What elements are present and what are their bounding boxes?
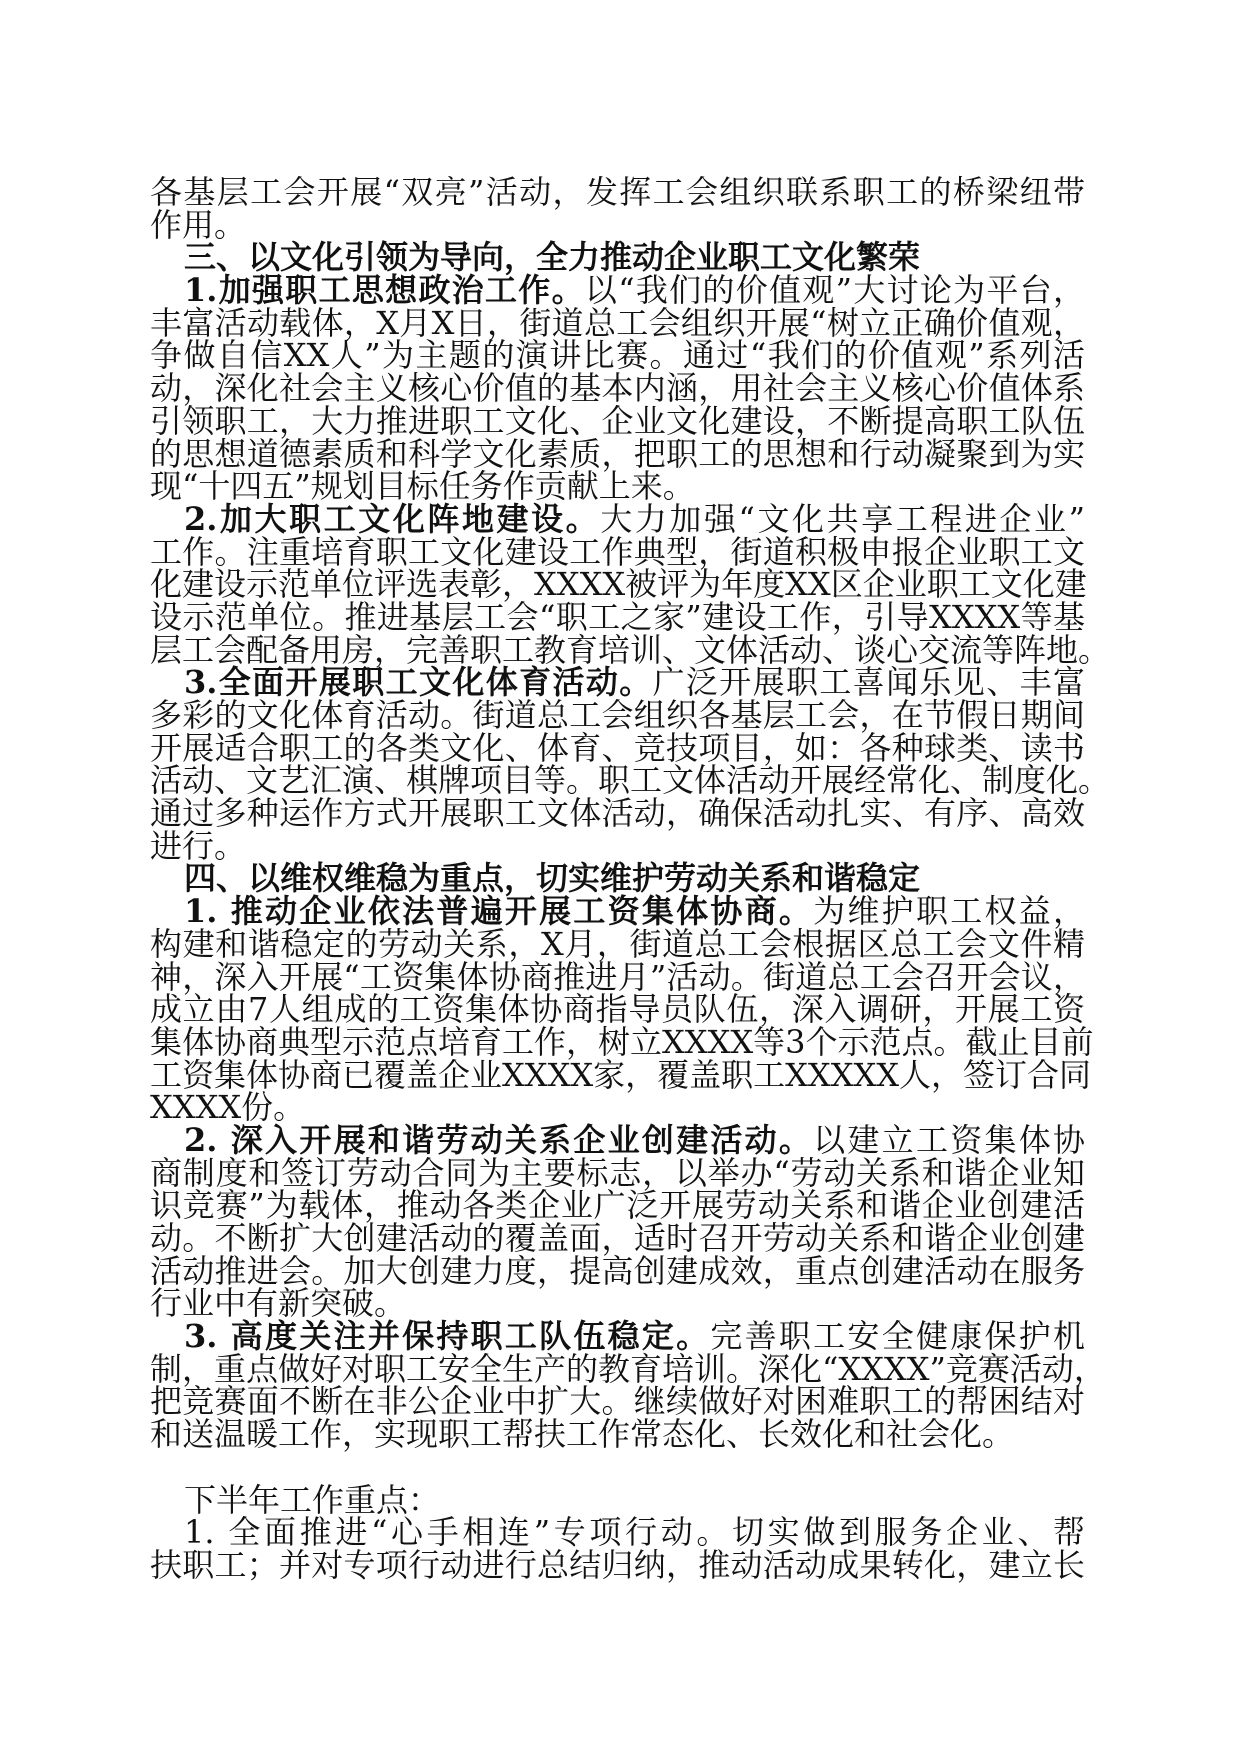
text-line [150,924,1085,963]
line-text: 行业中有新突破。 [150,1284,407,1323]
line-text: 活动推进会。加大创建力度，提高创建成效，重点创建活动在服务 [150,1251,1085,1290]
bold-lead: 3. 高度关注并保持职工队伍稳定。 [184,1317,711,1356]
line-text: 动。不断扩大创建活动的覆盖面，适时召开劳动关系和谐企业创建 [150,1219,1085,1257]
line-text: 识竞赛”为载体，推动各类企业广泛开展劳动关系和谐企业创建活 [150,1186,1085,1225]
text-line [150,990,1085,1029]
line-text: 引领职工，大力推进职工文化、企业文化建设，不断提高职工队伍 [150,401,1085,440]
document-page [150,173,1111,1584]
text-line [150,532,1085,571]
text-line [150,1120,1085,1159]
line-text: 进行。 [150,826,247,865]
paragraph [150,1480,1085,1519]
text-line [150,1088,1085,1127]
paragraph [150,1120,1085,1323]
text-line [150,336,1085,375]
line-text: 神，深入开展“工资集体协商推进月”活动。街道总工会召开会议， [150,957,1085,996]
text-line [150,1317,1085,1356]
line-text: 设示范单位。推进基层工会“职工之家”建设工作，引导XXXX等基 [150,597,1085,636]
paragraph [150,499,1111,669]
line-text: 层工会配备用房，完善职工教育培训、文体活动、谈心交流等阵地。 [150,630,1111,669]
text-line [150,1153,1085,1192]
text-line [150,467,1085,506]
line-text: 集体协商典型示范点培育工作，树立XXXX等3个示范点。截止目前 [150,1022,1094,1061]
bold-lead: 3.全面开展职工文化体育活动。 [184,663,653,702]
text-line [150,957,1085,996]
text-line [150,303,1085,342]
bold-lead: 2. 深入开展和谐劳动关系企业创建活动。 [184,1120,814,1159]
paragraph [150,271,1085,506]
line-text: 为维护职工权益， [813,892,1085,931]
line-text: 通过多种运作方式开展职工文体活动，确保活动扎实、有序、高效 [150,794,1085,833]
text-line [150,892,1085,931]
text-line [150,1022,1094,1061]
text-line [150,434,1085,473]
text-line [150,728,1085,767]
text-line [150,369,1085,408]
text-line [150,499,1085,538]
line-text: 大力加强“文化共享工程进企业” [600,499,1085,538]
bold-lead: 1. 推动企业依法普遍开展工资集体协商。 [184,892,814,931]
text-line [150,794,1085,833]
line-text: 现“十四五”规划目标任务作贡献上来。 [150,467,695,506]
line-text: 四、以维权维稳为重点，切实维护劳动关系和谐稳定 [184,859,921,898]
bold-lead: 2.加大职工文化阵地建设。 [184,499,601,538]
text-line [150,1284,1085,1323]
text-line [150,1219,1085,1257]
line-text: 动，深化社会主义核心价值的基本内涵，用社会主义核心价值体系 [150,369,1085,408]
line-text: 构建和谐稳定的劳动关系，X月，街道总工会根据区总工会文件精 [150,924,1085,963]
bold-lead: 1.加强职工思想政治工作。 [184,271,585,310]
paragraph [150,1513,1085,1584]
paragraph [150,663,1111,865]
line-text: 作用。 [150,205,247,244]
text-line [150,826,1085,865]
paragraph [150,1451,1085,1484]
text-line [150,238,1085,277]
text-line [150,1251,1085,1290]
line-text: 以“我们的价值观”大讨论为平台， [584,271,1085,310]
line-text: 以建立工资集体协 [813,1120,1085,1159]
line-text: 活动、文艺汇演、棋牌项目等。职工文体活动开展经常化、制度化。 [150,761,1111,800]
text-line [150,1055,1092,1094]
text-line [150,1382,1085,1421]
text-line [150,859,1085,898]
text-line [150,565,1087,604]
text-line [150,1513,1085,1552]
text-line [150,663,1085,702]
text-line [150,271,1085,310]
line-text: 工资集体协商已覆盖企业XXXX家，覆盖职工XXXXX人，签订合同 [150,1055,1092,1094]
text-line [150,696,1085,734]
line-text: 扶职工；并对专项行动进行总结归纳，推动活动成果转化，建立长 [150,1545,1085,1584]
paragraph [150,1317,1106,1454]
text-line [150,401,1085,440]
line-text: 三、以文化引领为导向，全力推动企业职工文化繁荣 [184,238,921,277]
line-text: 工作。注重培育职工文化建设工作典型，街道积极申报企业职工文 [150,532,1085,571]
line-text: 各基层工会开展“双亮”活动，发挥工会组织联系职工的桥梁纽带 [150,173,1085,211]
line-text: 成立由7人组成的工资集体协商指导员队伍，深入调研，开展工资 [150,990,1085,1029]
section-heading [150,238,1085,277]
line-text: 争做自信XX人”为主题的演讲比赛。通过“我们的价值观”系列活 [150,336,1085,375]
text-line [150,1480,1085,1519]
line-text: 1. 全面推进“心手相连”专项行动。切实做到服务企业、帮 [184,1513,1085,1552]
line-text: 的思想道德素质和科学文化素质，把职工的思想和行动凝聚到为实 [150,434,1085,473]
section-heading [150,859,1085,898]
line-text: 完善职工安全健康保护机 [710,1317,1085,1356]
text-line [150,1186,1085,1225]
text-line [150,1545,1085,1584]
text-line [150,1349,1106,1388]
text-line [150,1415,1085,1454]
line-text: 广泛开展职工喜闻乐见、丰富 [652,663,1085,702]
line-text: 开展适合职工的各类文化、体育、竞技项目，如：各种球类、读书 [150,728,1085,767]
line-text: 多彩的文化体育活动。街道总工会组织各基层工会，在节假日期间 [150,696,1085,734]
text-line [150,630,1111,669]
paragraph [150,173,1085,244]
line-text: 丰富活动载体，X月X日，街道总工会组织开展“树立正确价值观， [150,303,1085,342]
paragraph [150,892,1094,1127]
line-text: XXXX份。 [150,1088,306,1127]
line-text: 制，重点做好对职工安全生产的教育培训。深化“XXXX”竞赛活动， [150,1349,1106,1388]
text-line [150,761,1111,800]
text-line [150,205,1085,244]
line-text: 把竞赛面不断在非公企业中扩大。继续做好对困难职工的帮困结对 [150,1382,1085,1421]
line-text: 下半年工作重点： [184,1480,441,1519]
line-text: 商制度和签订劳动合同为主要标志，以举办“劳动关系和谐企业知 [150,1153,1085,1192]
line-text: 和送温暖工作，实现职工帮扶工作常态化、长效化和社会化。 [150,1415,1015,1454]
line-text: 化建设示范单位评选表彰，XXXX被评为年度XX区企业职工文化建 [150,565,1087,604]
text-line [150,597,1085,636]
text-line [150,173,1085,211]
